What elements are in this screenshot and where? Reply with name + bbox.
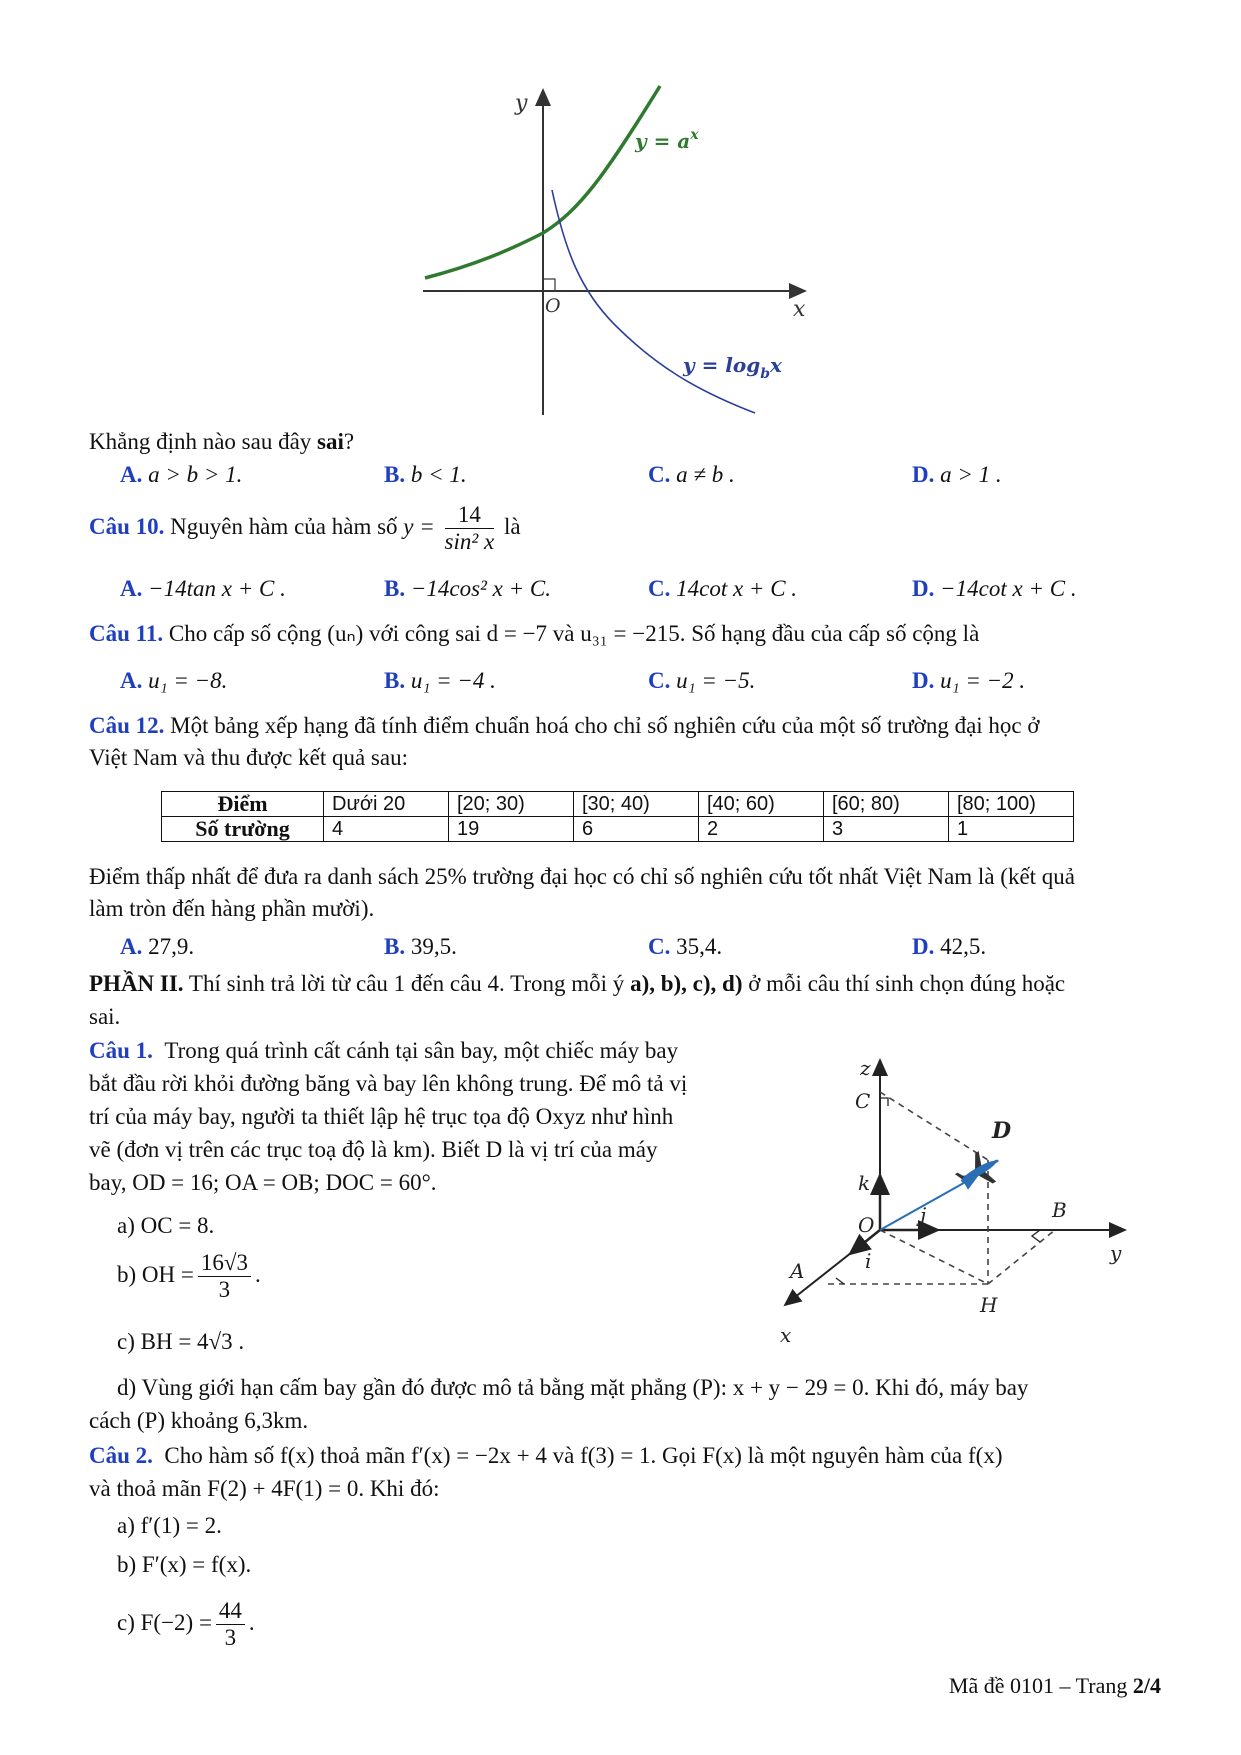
p2q2-item-b[interactable]: b) F′(x) = f(x). (117, 1552, 252, 1577)
table-cell: 4 (324, 817, 449, 842)
q10-option-a[interactable]: A. −14tan x + C . (120, 576, 286, 601)
p2q1-item-d-line1[interactable]: d) Vùng giới hạn cấm bay gần đó được mô tả bằng mặt phẳng (P): x + y − 29 = 0. Khi đó, máy bay (117, 1375, 1029, 1400)
q10-fraction: $\frac{14}{\text{sin² x}}$ (444, 502, 495, 554)
q12-label: Câu 12. (89, 713, 165, 738)
q9-prompt: Khẳng định nào sau đây sai? (89, 429, 355, 454)
q9-option-d[interactable]: D. a > 1 . (912, 462, 1002, 487)
table-cell: Dưới 20 (324, 792, 449, 817)
table-cell: [80; 100) (949, 792, 1074, 817)
q12-after-line2: làm tròn đến hàng phần mười). (89, 896, 375, 921)
q11-option-a[interactable]: A. u₁ = −8. (120, 668, 228, 693)
q11-label: Câu 11. (89, 621, 164, 646)
q11-stem: Câu 11. Cho cấp số cộng (uₙ) với công sai d = −7 và u₃₁ = −215. Số hạng đầu của cấp số cộng là (89, 621, 980, 646)
p2q2-line1: Câu 2. Cho hàm số f(x) thoả mãn f′(x) = −2x + 4 và f(3) = 1. Gọi F(x) là một nguyên hàm của f(x) (89, 1443, 1003, 1468)
q9-option-a[interactable]: A. a > b > 1. (120, 462, 243, 487)
part2-intro-line1: PHẦN II. Thí sinh trả lời từ câu 1 đến câu 4. Trong mỗi ý a), b), c), d) ở mỗi câu thí sinh chọn đúng hoặc (89, 971, 1066, 996)
table-cell: 6 (574, 817, 699, 842)
table-cell: 3 (824, 817, 949, 842)
q12-option-a[interactable]: A. 27,9. (120, 934, 195, 959)
q12-option-d[interactable]: D. 42,5. (912, 934, 987, 959)
q12-stem-line2: Việt Nam và thu được kết quả sau: (89, 745, 408, 770)
x-label-3d: x (780, 1323, 792, 1347)
q10-option-c[interactable]: C. 14cot x + C . (648, 576, 798, 601)
x-axis-label: x (793, 297, 806, 322)
airplane-icon (951, 1145, 1007, 1198)
d-label: D (992, 1118, 1012, 1144)
a-label: A (790, 1259, 805, 1283)
table-row (162, 817, 1074, 842)
table-cell: [30; 40) (574, 792, 699, 817)
h-label: H (980, 1293, 998, 1317)
p2q1-line5: bay, OD = 16; OA = OB; DOC = 60°. (89, 1170, 437, 1195)
j-label: j (920, 1203, 927, 1227)
q12-option-c[interactable]: C. 35,4. (648, 934, 723, 959)
origin-label: O (545, 295, 561, 317)
page-footer: Mã đề 0101 – Trang 2/4 (948, 1673, 1161, 1698)
q10-label: Câu 10. (89, 513, 165, 539)
y-label-3d: y (1110, 1241, 1122, 1265)
log-curve (552, 190, 755, 413)
table-cell: 1 (949, 817, 1074, 842)
q10-option-b[interactable]: B. −14cos² x + C. (384, 576, 551, 601)
p2q1-item-b[interactable]: b) OH = $\frac{16√3}{3}$ . (117, 1250, 261, 1302)
oxyz-figure (760, 1050, 1140, 1350)
table-header-cell: Số trường (162, 817, 324, 842)
q11-option-b[interactable]: B. u₁ = −4 . (384, 668, 496, 693)
q12-after-line1: Điểm thấp nhất để đưa ra danh sách 25% trường đại học có chỉ số nghiên cứu tốt nhất Việt Nam là (kết quả (89, 864, 1076, 889)
q10-option-d[interactable]: D. −14cot x + C . (912, 576, 1077, 601)
q12-option-b[interactable]: B. 39,5. (384, 934, 457, 959)
ranking-table (161, 791, 1074, 842)
table-cell: 19 (449, 817, 574, 842)
q9-option-b[interactable]: B. b < 1. (384, 462, 467, 487)
log-label: $y = \log_bx$ (683, 353, 782, 382)
c-label: C (855, 1089, 871, 1113)
od-segment (880, 1175, 978, 1230)
p2q1-line1: Câu 1. Trong quá trình cất cánh tại sân bay, một chiếc máy bay (89, 1038, 679, 1063)
q9-option-c[interactable]: C. a ≠ b . (648, 462, 735, 487)
table-header-cell: Điểm (162, 792, 324, 817)
p2q1-label: Câu 1. (89, 1038, 153, 1063)
p2q2-item-c[interactable]: c) F(−2) = $\frac{44}{3}$ . (117, 1598, 255, 1650)
right-angle-mark (543, 279, 555, 291)
p2q2-line2: và thoả mãn F(2) + 4F(1) = 0. Khi đó: (89, 1476, 440, 1501)
b-label: B (1052, 1198, 1067, 1222)
p2q2-item-a[interactable]: a) f′(1) = 2. (117, 1513, 222, 1538)
o-label: O (858, 1213, 875, 1237)
exp-label: $y = a^x$ (635, 127, 699, 153)
p2q1-line2: bắt đầu rời khỏi đường băng và bay lên không trung. Để mô tả vị (89, 1071, 688, 1096)
table-cell: [20; 30) (449, 792, 574, 817)
q11-option-d[interactable]: D. u₁ = −2 . (912, 668, 1026, 693)
i-label: i (865, 1249, 872, 1273)
p2q1-line3: trí của máy bay, người ta thiết lập hệ trục tọa độ Oxyz như hình (89, 1104, 674, 1129)
p2q1-item-d-line2: cách (P) khoảng 6,3km. (89, 1408, 309, 1433)
p2q1-item-c[interactable]: c) BH = 4√3 . (117, 1329, 245, 1354)
y-axis-label: y (515, 91, 528, 116)
q10-stem: Câu 10. Nguyên hàm của hàm số y = $\frac{14}{\text{sin² x}}$ là (89, 502, 521, 554)
z-label: z (860, 1056, 871, 1080)
k-label: k (858, 1171, 871, 1195)
table-row (162, 792, 1074, 817)
table-cell: [60; 80) (824, 792, 949, 817)
p2q2-label: Câu 2. (89, 1443, 153, 1468)
exp-log-graph (415, 80, 825, 420)
part2-intro-line2: sai. (89, 1004, 121, 1029)
table-cell: [40; 60) (699, 792, 824, 817)
p2q1-item-a[interactable]: a) OC = 8. (117, 1213, 215, 1238)
q11-option-c[interactable]: C. u₁ = −5. (648, 668, 756, 693)
table-cell: 2 (699, 817, 824, 842)
p2q1-line4: vẽ (đơn vị trên các trục toạ độ là km). Biết D là vị trí của máy (89, 1137, 658, 1162)
q12-stem-line1: Câu 12. Một bảng xếp hạng đã tính điểm chuẩn hoá cho chỉ số nghiên cứu của một số trường đại học ở (89, 713, 1040, 738)
